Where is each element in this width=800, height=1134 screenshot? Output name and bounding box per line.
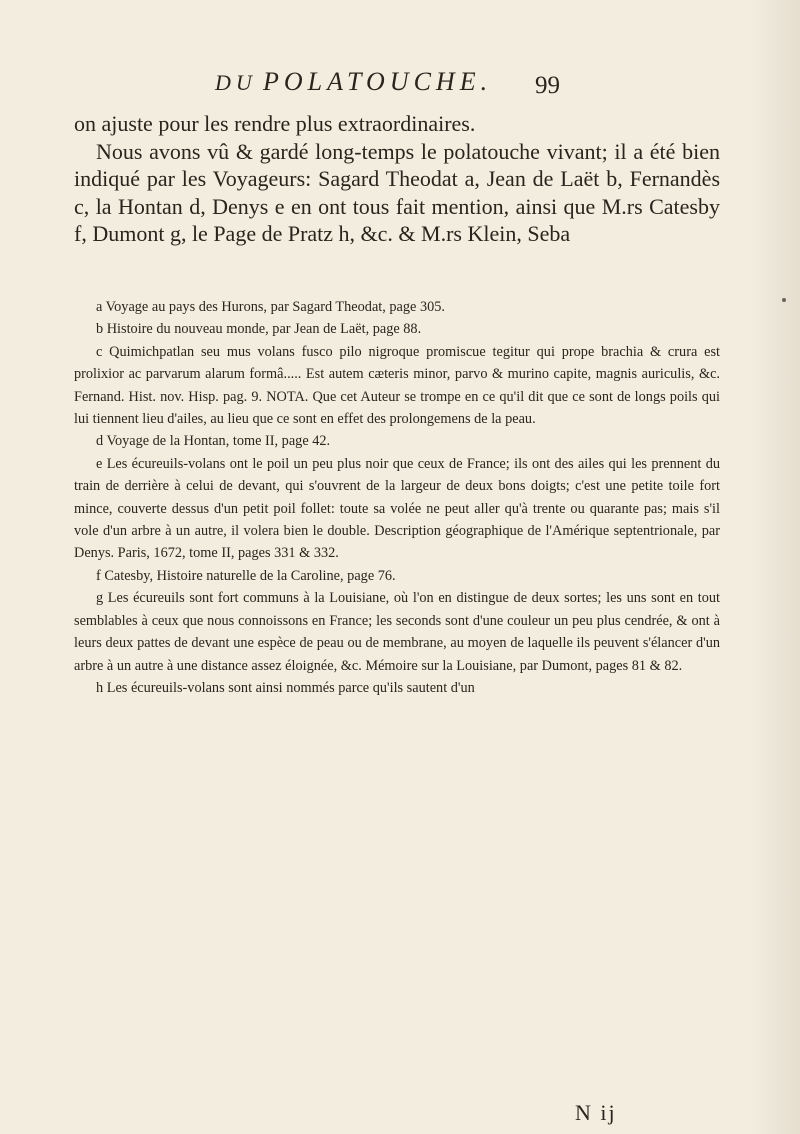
- main-paragraph: Nous avons vû & gardé long-temps le polatouche vivant; il a été bien indiqué par les Voyageurs: Sagard Theodat a, Jean de Laët b, Fernandès c, la Hontan d, Denys e en ont tous fait mention, ainsi que M.rs Catesby f, Dumont g, le Page de Pratz h, &c. & M.rs Klein, Seba: [74, 138, 720, 246]
- footnote-b: b Histoire du nouveau monde, par Jean de Laët, page 88.: [96, 321, 422, 338]
- page-speck: [782, 298, 786, 302]
- running-header: [215, 67, 585, 100]
- footnote-g: g Les écureuils sont fort communs à la Louisiane, où l'on en distingue de deux sortes; les uns sont en tout semblables à ceux que nous connoissons en France; les seconds sont d'une couleur un peu plus cendrée, & ont à leurs deux pattes de devant une espèce de peau ou de membrane, au moyen de laquelle ils peuvent s'élancer d'un arbre à un autre à une distance assez éloignée, &c. Mémoire sur la Louisiane, par Dumont, pages 81 & 82.: [74, 590, 720, 674]
- page-edge-shadow: [750, 0, 800, 1134]
- page-number: 99: [535, 72, 560, 99]
- main-line: on ajuste pour les rendre plus extraordinaires.: [74, 111, 476, 136]
- footnote-h: h Les écureuils-volans sont ainsi nommés parce qu'ils sautent d'un: [96, 679, 475, 696]
- signature-mark: N ij: [575, 1100, 617, 1125]
- header-prefix: DU: [215, 70, 257, 95]
- main-text: [74, 110, 720, 248]
- footnote-c: c Quimichpatlan seu mus volans fusco pilo nigroque promiscue tegitur qui prope brachia & crura est prolixior ac parvarum alarum formâ..... Est autem cæteris minor, parvo & murino capite, magnis auriculis, &c. Fernand. Hist. nov. Hisp. pag. 9. NOTA. Que cet Auteur se trompe en ce qu'il dit que ce sont de longs poils qui lui tiennent lieu d'ailes, au lieu que ce sont en effet des prolongemens de la peau.: [74, 343, 720, 428]
- footnote-a: a Voyage au pays des Hurons, par Sagard Theodat, page 305.: [96, 299, 445, 315]
- header-title: POLATOUCHE.: [263, 67, 493, 96]
- footnote-f: f Catesby, Histoire naturelle de la Caroline, page 76.: [96, 567, 396, 584]
- footnotes: [74, 296, 720, 699]
- footnote-d: d Voyage de la Hontan, tome II, page 42.: [96, 433, 331, 450]
- footnote-e: e Les écureuils-volans ont le poil un peu plus noir que ceux de France; ils ont des ailes qui les prennent du train de derrière à celui de devant, qui s'ouvrent de la largeur de deux bons doigts; c'est une petite toile fort mince, couverte dessus d'un petit poil follet: toute sa volée ne peut aller qu'à trente ou quarante pas; mais s'il vole d'un arbre à un autre, il volera bien le double. Description géographique de l'Amérique septentrionale, par Denys. Paris, 1672, tome II, pages 331 & 332.: [74, 455, 720, 562]
